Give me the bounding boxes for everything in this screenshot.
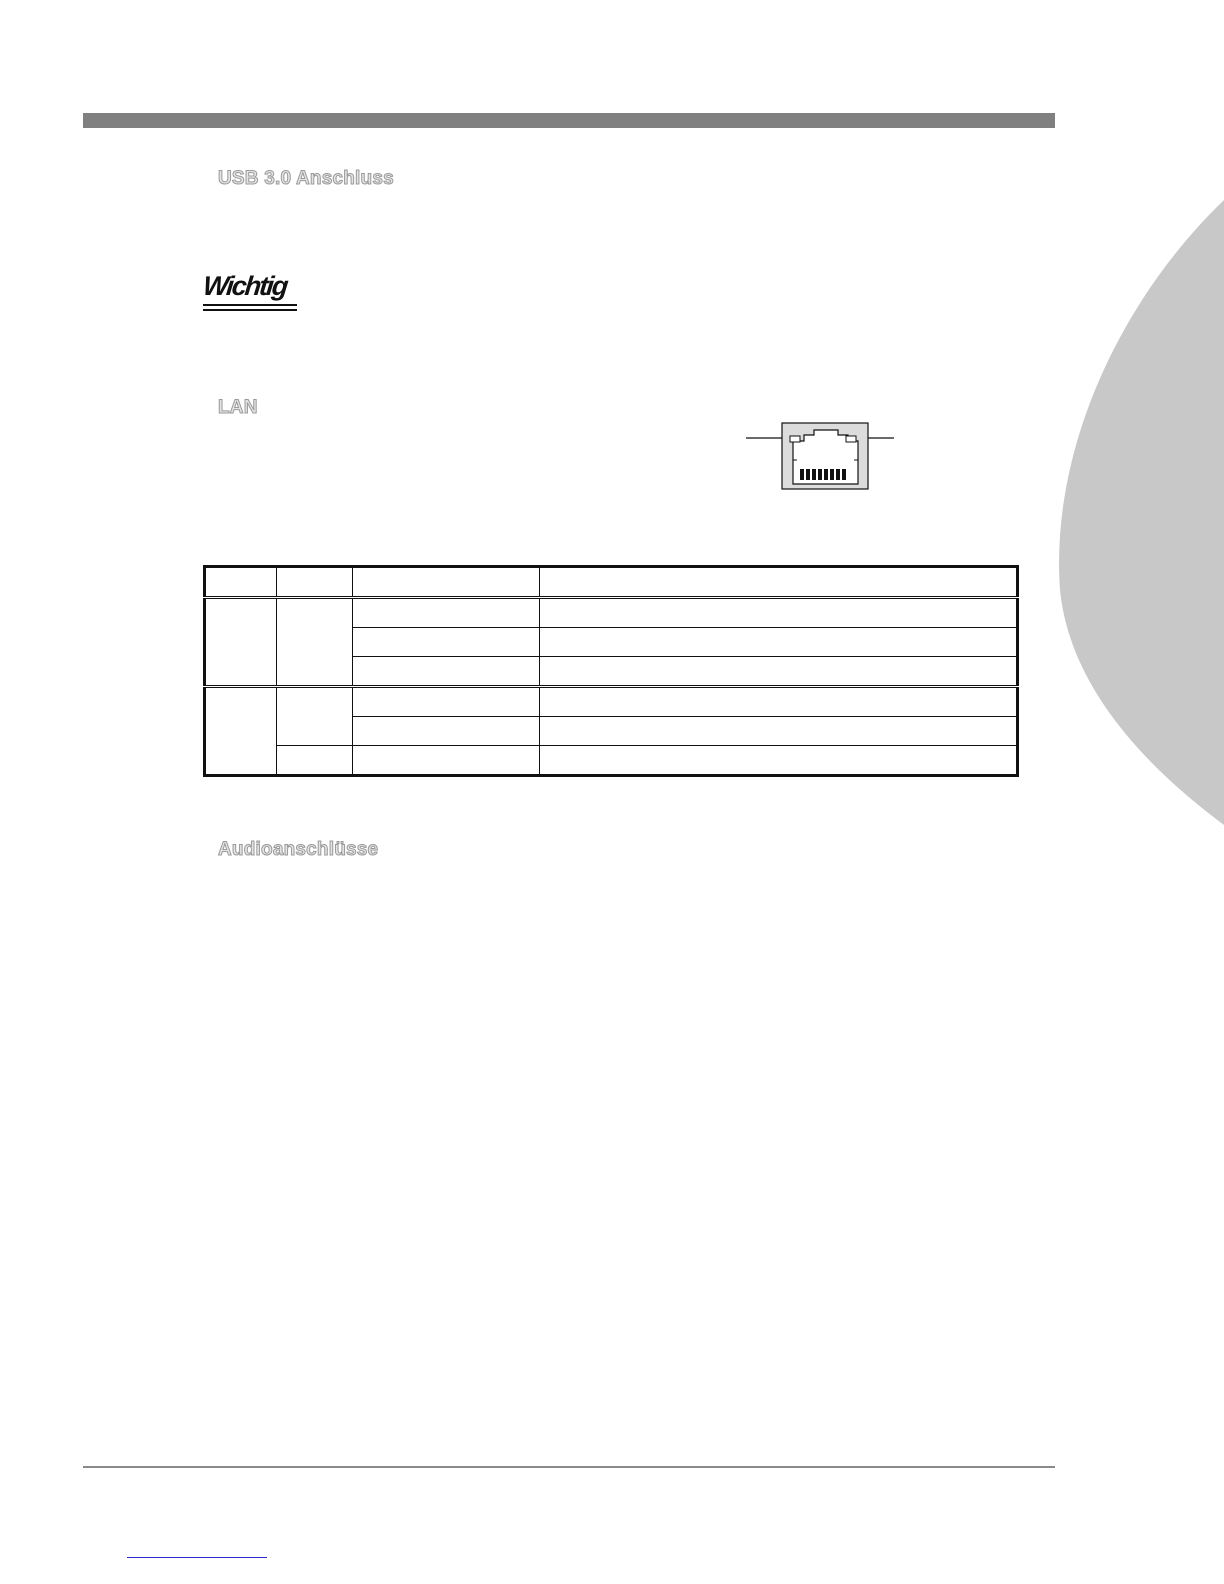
table-cell-condition (540, 687, 1018, 717)
lan-led-table (203, 565, 1019, 777)
footer-rule (83, 1466, 1055, 1468)
table-cell-condition (540, 657, 1018, 687)
table-header-cell (540, 567, 1018, 598)
table-row (205, 598, 1018, 628)
table-cell-state (353, 746, 540, 776)
table-cell-condition (540, 598, 1018, 628)
table-header-cell (353, 567, 540, 598)
important-underline (203, 304, 297, 306)
table-cell-state (353, 657, 540, 687)
table-cell-condition (540, 628, 1018, 657)
led-left-icon (790, 436, 800, 442)
important-heading: Wichtig (201, 271, 289, 301)
table-cell-state (353, 598, 540, 628)
section-title-audio: Audioanschlüsse (218, 839, 379, 860)
section-title-lan: LAN (218, 397, 258, 418)
led-right-icon (846, 436, 856, 442)
table-cell-led (205, 598, 277, 687)
table-cell-state (353, 687, 540, 717)
table-header-row (205, 567, 1018, 598)
table-cell-color (277, 598, 353, 687)
important-underline-second (203, 309, 297, 311)
table-header-cell (277, 567, 353, 598)
table-row (205, 687, 1018, 717)
table-row (205, 746, 1018, 776)
table-header-cell (205, 567, 277, 598)
table-cell-color (277, 687, 353, 746)
lan-port-diagram (742, 418, 902, 496)
footer-link-underline[interactable] (127, 1557, 267, 1558)
table-cell-state (353, 628, 540, 657)
table-cell-state (353, 717, 540, 746)
table-cell-condition (540, 717, 1018, 746)
table-cell-led (205, 687, 277, 776)
header-bar (83, 113, 1055, 128)
table-cell-condition (540, 746, 1018, 776)
table-cell-color (277, 746, 353, 776)
chapter-side-tab (1040, 200, 1224, 840)
section-title-usb: USB 3.0 Anschluss (218, 168, 394, 189)
